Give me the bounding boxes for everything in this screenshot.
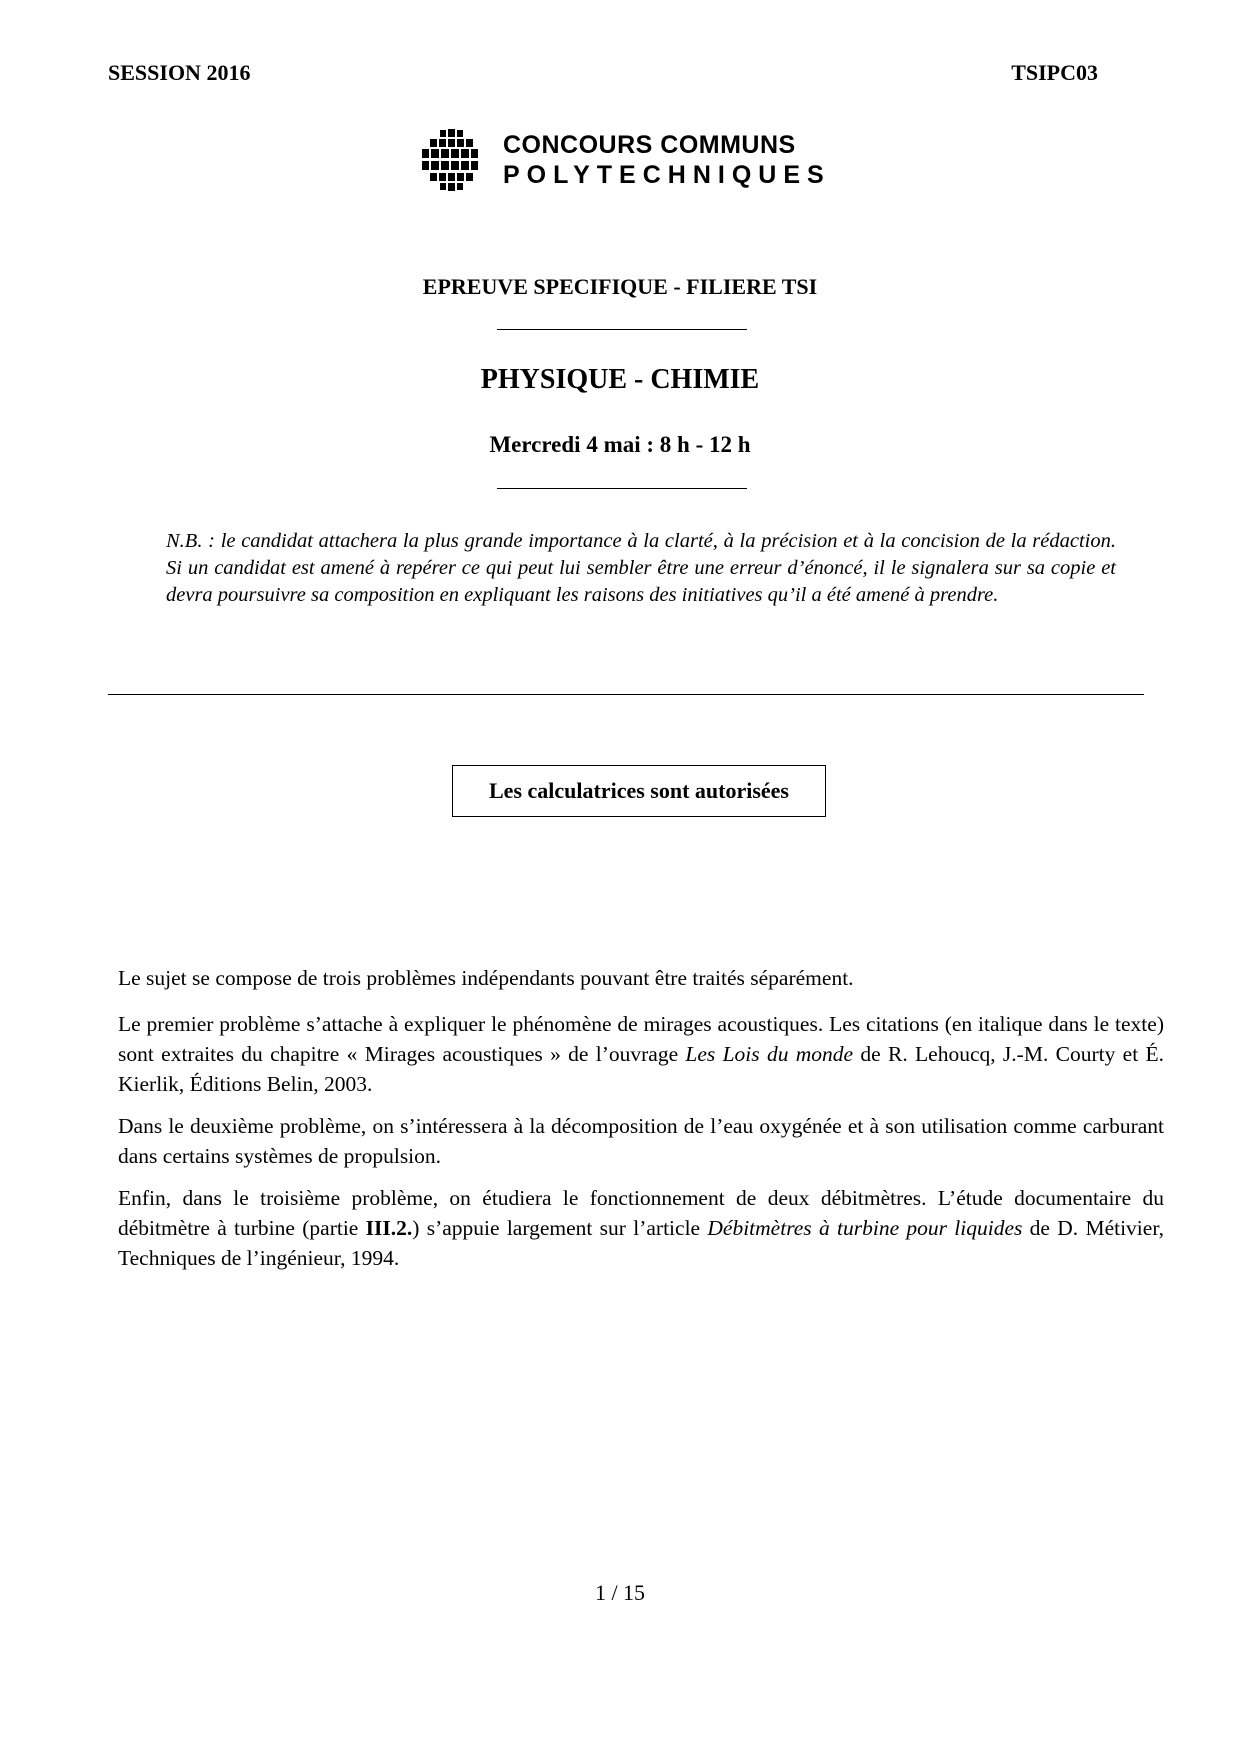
logo-line-2: POLYTECHNIQUES: [503, 161, 831, 189]
page-number: 1 / 15: [594, 1580, 646, 1605]
logo-line-1: CONCOURS COMMUNS: [503, 131, 796, 159]
divider-full-width: [108, 694, 1144, 695]
exam-code: TSIPC03: [1011, 60, 1098, 85]
part-reference: III.2.: [365, 1216, 413, 1240]
p2-text-before: Le premier problème s’attache à expliquer le phénomène de mirages acoustiques. Les citations (en italique dans le texte) sont extraites du chapitre « Mirages acoustiques » de l’ouvrage: [118, 1012, 1164, 1066]
ccp-globe-icon: [418, 128, 484, 194]
p4-text-middle: ) s’appuie largement sur l’article: [412, 1216, 708, 1240]
intro-paragraph-1: Le sujet se compose de trois problèmes indépendants pouvant être traités séparément.: [118, 966, 854, 990]
divider-short-2: [497, 488, 747, 489]
calculator-notice-box: [452, 765, 826, 817]
exam-date: Mercredi 4 mai : 8 h - 12 h: [489, 432, 751, 457]
ccp-logo: [418, 128, 831, 194]
calculator-notice-text: Les calculatrices sont autorisées: [489, 778, 789, 803]
p2-text-after: de R. Lehoucq, J.-M. Courty et É. Kierlik, Éditions Belin, 2003.: [118, 1042, 1164, 1096]
intro-paragraph-4: [118, 1183, 1164, 1273]
nb-instructions: N.B. : le candidat attachera la plus grande importance à la clarté, à la précision et à la concision de la rédaction. Si un candidat est amené à repérer ce qui peut lui sembler être une erreur d’énoncé, il le signalera sur sa copie et devra poursuivre sa composition en expliquant les raisons des initiatives qu’il a été amené à prendre.: [166, 530, 1116, 606]
session-label: SESSION 2016: [108, 60, 251, 85]
intro-paragraph-3: Dans le deuxième problème, on s’intéressera à la décomposition de l’eau oxygénée et à son utilisation comme carburant dans certains systèmes de propulsion.: [118, 1114, 1164, 1168]
p4-text-after: de D. Métivier, Techniques de l’ingénieur, 1994.: [118, 1216, 1164, 1270]
article-title: Débitmètres à turbine pour liquides: [707, 1216, 1023, 1240]
divider-short-1: [497, 329, 747, 330]
p4-text-before: Enfin, dans le troisième problème, on étudiera le fonctionnement de deux débitmètres. L’étude documentaire du débitmètre à turbine (partie: [118, 1186, 1164, 1240]
intro-paragraph-2: [118, 1009, 1164, 1099]
ccp-wordmark: [503, 130, 831, 190]
book-title: Les Lois du monde: [685, 1042, 854, 1066]
subject-title: PHYSIQUE - CHIMIE: [480, 364, 760, 395]
epreuve-heading: EPREUVE SPECIFIQUE - FILIERE TSI: [422, 274, 818, 299]
